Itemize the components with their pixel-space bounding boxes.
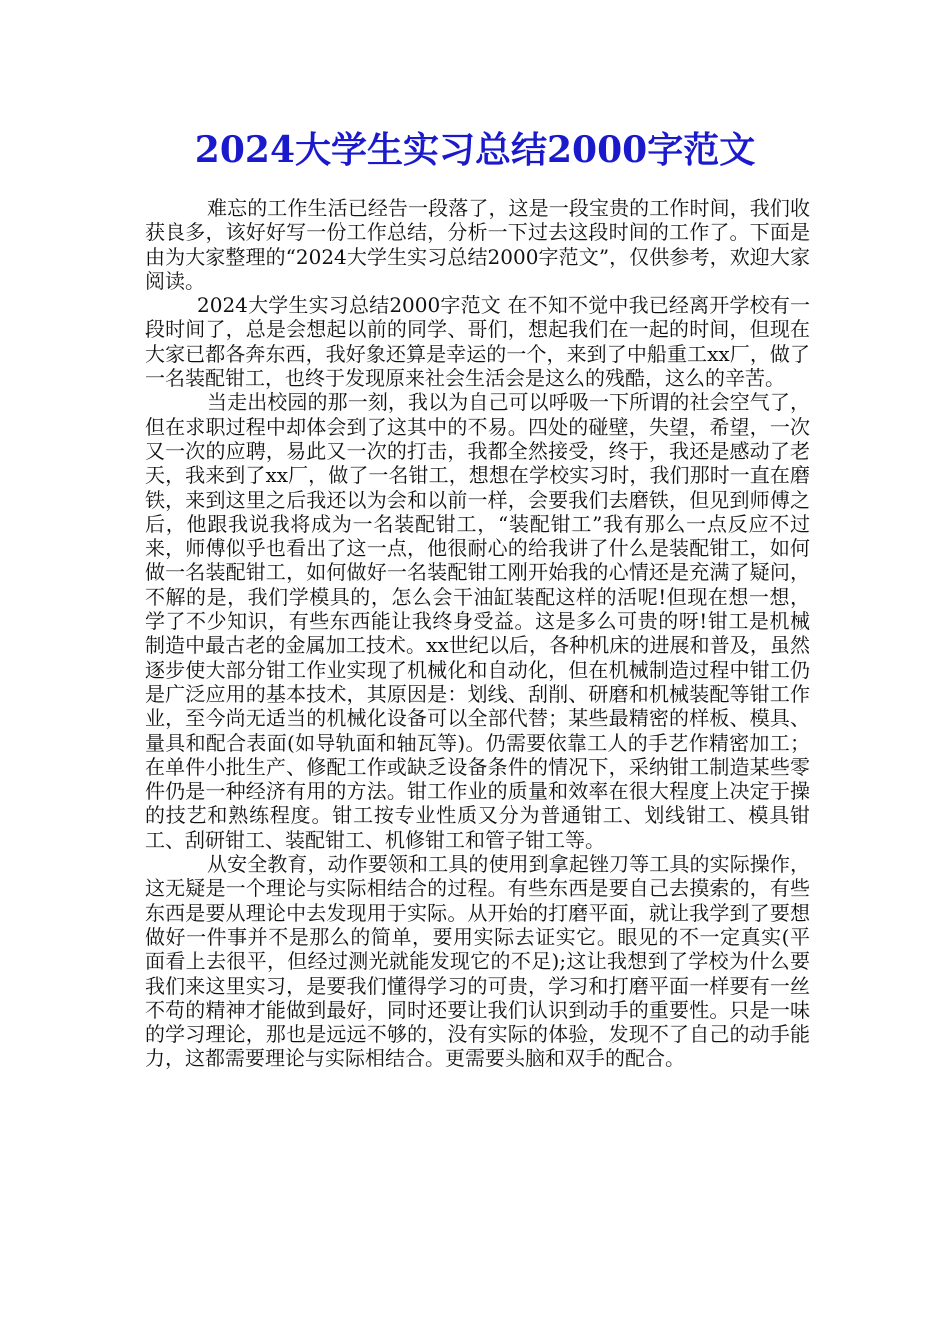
- paragraph-opening: 2024大学生实习总结2000字范文 在不知不觉中我已经离开学校有一段时间了，总是会想起以前的同学、哥们，想起我们在一起的时间，但现在大家已都各奔东西，我好象还算是幸运的一个，来到了中船重工xx厂，做了一名装配钳工，也终于发现原来社会生活会是这么的残酷，这么的辛苦。: [145, 293, 810, 391]
- paragraph-practice: 从安全教育，动作要领和工具的使用到拿起锉刀等工具的实际操作，这无疑是一个理论与实际相结合的过程。有些东西是要自己去摸索的，有些东西是要从理论中去发现用于实际。从开始的打磨平面，就让我学到了要想做好一件事并不是那么的简单，要用实际去证实它。眼见的不一定真实(平面看上去很平，但经过测光就能发现它的不足);这让我想到了学校为什么要我们来这里实习，是要我们懂得学习的可贵，学习和打磨平面一样要有一丝不苟的精神才能做到最好，同时还要让我们认识到动手的重要性。只是一味的学习理论，那也是远远不够的，没有实际的体验，发现不了自己的动手能力，这都需要理论与实际相结合。更需要头脑和双手的配合。: [145, 852, 810, 1071]
- paragraph-intro: 难忘的工作生活已经告一段落了，这是一段宝贵的工作时间，我们收获良多，该好好写一份工作总结，分析一下过去这段时间的工作了。下面是由为大家整理的“2024大学生实习总结2000字范文”，仅供参考，欢迎大家阅读。: [145, 196, 810, 293]
- paragraph-job-search: 当走出校园的那一刻，我以为自己可以呼吸一下所谓的社会空气了，但在求职过程中却体会到了这其中的不易。四处的碰壁，失望，希望，一次又一次的应聘，易此又一次的打击，我都全然接受，终于，我还是感动了老天，我来到了xx厂，做了一名钳工，想想在学校实习时，我们那时一直在磨铁，来到这里之后我还以为会和以前一样，会要我们去磨铁，但见到师傅之后，他跟我说我将成为一名装配钳工，“装配钳工”我有那么一点反应不过来，师傅似乎也看出了这一点，他很耐心的给我讲了什么是装配钳工，如何做一名装配钳工，如何做好一名装配钳工刚开始我的心情还是充满了疑问，不解的是，我们学模具的，怎么会干油缸装配这样的活呢!但现在想一想，学了不少知识，有些东西能让我终身受益。这是多么可贵的呀!钳工是机械制造中最古老的金属加工技术。xx世纪以后，各种机床的进展和普及，虽然逐步使大部分钳工作业实现了机械化和自动化，但在机械制造过程中钳工仍是广泛应用的基本技术，其原因是：划线、刮削、研磨和机械装配等钳工作业，至今尚无适当的机械化设备可以全部代替；某些最精密的样板、模具、量具和配合表面(如导轨面和轴瓦等)。仍需要依靠工人的手艺作精密加工；在单件小批生产、修配工作或缺乏设备条件的情况下，采纳钳工制造某些零件仍是一种经济有用的方法。钳工作业的质量和效率在很大程度上决定于操的技艺和熟练程度。钳工按专业性质又分为普通钳工、划线钳工、模具钳工、刮研钳工、装配钳工、机修钳工和管子钳工等。: [145, 390, 810, 852]
- document-body: [145, 196, 810, 1071]
- document-title: 2024大学生实习总结2000字范文: [194, 129, 756, 171]
